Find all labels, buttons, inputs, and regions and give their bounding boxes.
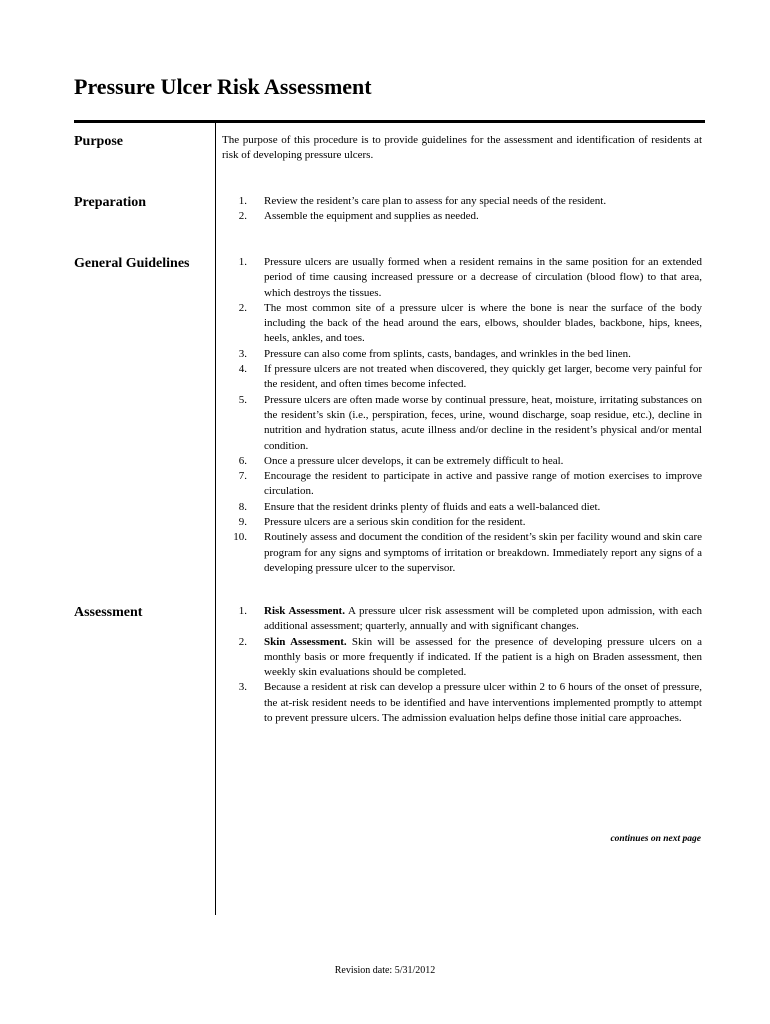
list-text: Because a resident at risk can develop a pressure ulcer within 2 to 6 hours of the onset of pressure, the at-risk resident needs to be identified and have interventions implemented promptly to attempt to prevent pressure ulcers. The admission evaluation helps define those initial care approaches. [264, 681, 702, 725]
continues-note: continues on next page [610, 834, 701, 844]
page-title: Pressure Ulcer Risk Assessment [74, 74, 372, 99]
list-number: 10. [233, 531, 247, 544]
list-number: 5. [238, 393, 247, 406]
list-lead: Skin Assessment. [264, 635, 347, 648]
section-body-assessment [222, 604, 702, 726]
section-body-general-guidelines [222, 255, 702, 576]
list-number: 3. [238, 681, 247, 694]
list-number: 2. [238, 635, 247, 648]
column-divider [215, 122, 216, 915]
list-item [222, 680, 702, 726]
list-text: Skin will be assessed for the presence of developing pressure ulcers on a monthly basis or more frequently if indicated. If the patient is a high on Braden assessment, then weekly skin evaluations should be completed. [264, 635, 702, 679]
list-number: 8. [238, 500, 247, 513]
list-number: 4. [238, 363, 247, 376]
list-number: 1. [238, 195, 247, 207]
list-number: 1. [238, 256, 247, 268]
list-text: Ensure that the resident drinks plenty of fluids and eats a well-balanced diet. [264, 500, 601, 513]
section-label-preparation: Preparation [74, 195, 147, 210]
list-text: Once a pressure ulcer develops, it can be extremely difficult to heal. [264, 454, 564, 467]
section-label-purpose: Purpose [74, 134, 123, 149]
list-item [222, 604, 702, 635]
list-text: Assemble the equipment and supplies as needed. [264, 210, 479, 223]
list-text: Pressure ulcers are often made worse by continual pressure, heat, moisture, irritating substances on the resident’s skin (i.e., perspiration, feces, urine, wound discharge, soap residue, etc.), decline in nutrition and hydration status, acute illness and/or decline in the resident’s physical and/or mental condition. [264, 393, 702, 452]
list-text: Pressure can also come from splints, casts, bandages, and wrinkles in the bed linen. [264, 347, 631, 360]
list-number: 2. [238, 210, 247, 223]
list-item [222, 500, 702, 515]
list-item [222, 469, 702, 500]
list-item [222, 301, 702, 347]
title-divider [74, 120, 705, 123]
section-body-preparation [222, 194, 702, 225]
list-lead: Risk Assessment. [264, 605, 345, 617]
list-number: 7. [238, 470, 247, 483]
list-number: 1. [238, 605, 247, 617]
section-body-purpose [222, 133, 702, 164]
list-item [222, 255, 702, 301]
list-item [222, 635, 702, 681]
list-item [222, 362, 702, 393]
revision-date: Revision date: 5/31/2012 [334, 965, 436, 976]
list-text: If pressure ulcers are not treated when discovered, they quickly get larger, become very painful for the resident, and often times become infected. [264, 363, 702, 391]
preparation-list [222, 194, 702, 225]
section-label-assessment: Assessment [74, 605, 143, 620]
list-number: 9. [238, 516, 247, 529]
list-item [222, 530, 702, 576]
list-item [222, 515, 702, 530]
list-item [222, 209, 702, 224]
list-text: Review the resident’s care plan to assess for any special needs of the resident. [264, 195, 607, 207]
list-text: The most common site of a pressure ulcer is where the bone is near the surface of the body including the back of the head around the ears, elbows, shoulder blades, backbone, hips, knees, heels, ankles, and toes. [264, 301, 702, 345]
section-label-general-guidelines: General Guidelines [74, 256, 190, 271]
guidelines-list [222, 255, 702, 576]
assessment-list [222, 604, 702, 726]
list-number: 2. [238, 301, 247, 314]
list-item [222, 393, 702, 454]
list-item [222, 347, 702, 362]
list-text: A pressure ulcer risk assessment will be completed upon admission, with each additional assessment; quarterly, annually and with significant changes. [264, 605, 702, 633]
list-number: 6. [238, 454, 247, 467]
list-item [222, 454, 702, 469]
list-text: Routinely assess and document the condition of the resident’s skin per facility wound and skin care program for any signs and symptoms of irritation or breakdown. Immediately report any signs of a developing pressure ulcer to the supervisor. [264, 531, 702, 574]
list-text: Encourage the resident to participate in active and passive range of motion exercises to improve circulation. [264, 470, 702, 498]
list-number: 3. [238, 347, 247, 360]
list-text: Pressure ulcers are usually formed when a resident remains in the same position for an extended period of time causing increased pressure or a decrease of circulation (blood flow) to that area, which destroys the tissues. [264, 256, 702, 299]
purpose-text: The purpose of this procedure is to provide guidelines for the assessment and identification of residents at risk of developing pressure ulcers. [222, 134, 702, 162]
list-item [222, 194, 702, 209]
list-text: Pressure ulcers are a serious skin condition for the resident. [264, 516, 526, 529]
